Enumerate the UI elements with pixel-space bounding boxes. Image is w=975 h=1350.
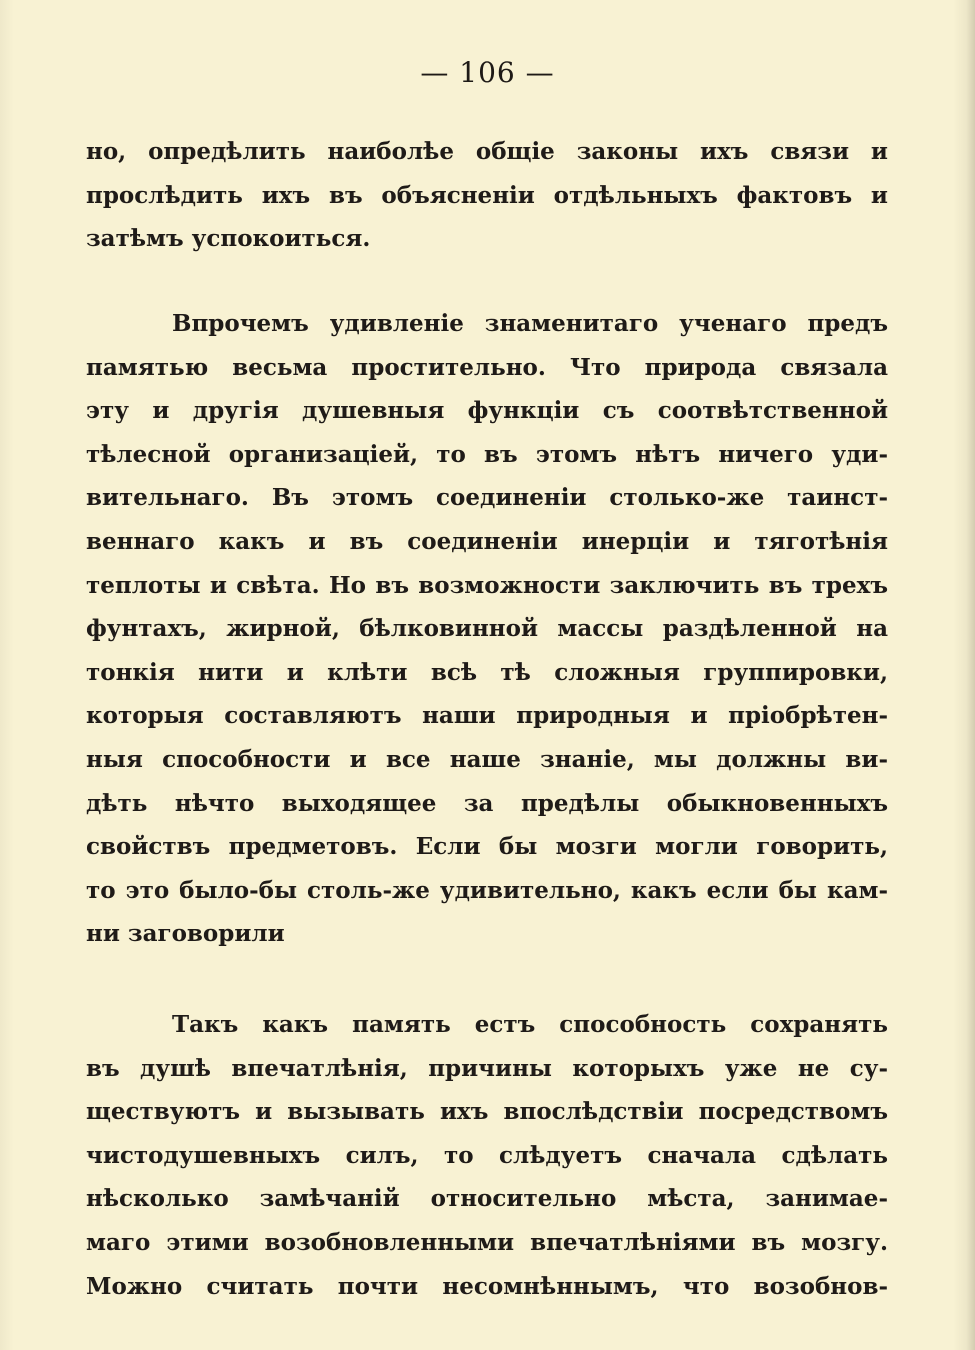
text-line: тѣлесной организаціей, то въ этомъ нѣтъ ничего уди- xyxy=(86,440,888,468)
page-left-edge-shadow xyxy=(0,0,14,1350)
text-line: чистодушевныхъ силъ, то слѣдуетъ сначала сдѣлать xyxy=(86,1141,888,1169)
page-right-edge-shadow xyxy=(953,0,975,1350)
paragraph-1 xyxy=(86,130,888,261)
text-line: теплоты и свѣта. Но въ возможности заключить въ трехъ xyxy=(86,571,888,599)
text-line: Можно считать почти несомнѣннымъ, что возобнов- xyxy=(86,1272,888,1300)
text-line: тонкія нити и клѣти всѣ тѣ сложныя группировки, xyxy=(86,658,888,686)
text-line: Впрочемъ удивленіе знаменитаго ученаго предъ xyxy=(172,310,888,337)
text-line: затѣмъ успокоиться. xyxy=(86,225,371,253)
page-number: — 106 — xyxy=(420,56,555,89)
text-line: но, опредѣлить наиболѣе общіе законы ихъ связи и xyxy=(86,138,888,165)
text-line: въ душѣ впечатлѣнія, причины которыхъ уже не су- xyxy=(86,1054,888,1082)
text-line: прослѣдить ихъ въ объясненіи отдѣльныхъ фактовъ и xyxy=(86,181,888,209)
paragraph-3 xyxy=(86,1003,888,1308)
text-line: маго этими возобновленными впечатлѣніями въ мозгу. xyxy=(86,1228,888,1256)
text-line: вительнаго. Въ этомъ соединеніи столько-же таинст- xyxy=(86,484,888,512)
text-line: ныя способности и все наше знаніе, мы должны ви- xyxy=(86,745,888,773)
text-line: которыя составляютъ наши природныя и пріобрѣтен- xyxy=(86,702,888,730)
text-line: памятью весьма простительно. Что природа связала xyxy=(86,353,888,381)
text-line: фунтахъ, жирной, бѣлковинной массы раздѣленной на xyxy=(86,615,888,643)
text-line: то это было-бы столь-же удивительно, какъ если бы кам- xyxy=(86,876,888,904)
text-line: свойствъ предметовъ. Если бы мозги могли говорить, xyxy=(86,833,888,861)
text-line: ществуютъ и вызывать ихъ впослѣдствіи посредствомъ xyxy=(86,1098,888,1126)
text-line: ни заговорили xyxy=(86,920,285,948)
text-line: дѣть нѣчто выходящее за предѣлы обыкновенныхъ xyxy=(86,789,888,817)
paragraph-2 xyxy=(86,302,888,956)
text-line: Такъ какъ память естъ способность сохранять xyxy=(172,1011,888,1038)
text-line: нѣсколько замѣчаній относительно мѣста, занимае- xyxy=(86,1185,888,1213)
text-line: эту и другія душевныя функціи съ соотвѣтственной xyxy=(86,397,888,425)
text-line: веннаго какъ и въ соединеніи инерціи и тяготѣнія xyxy=(86,527,888,555)
